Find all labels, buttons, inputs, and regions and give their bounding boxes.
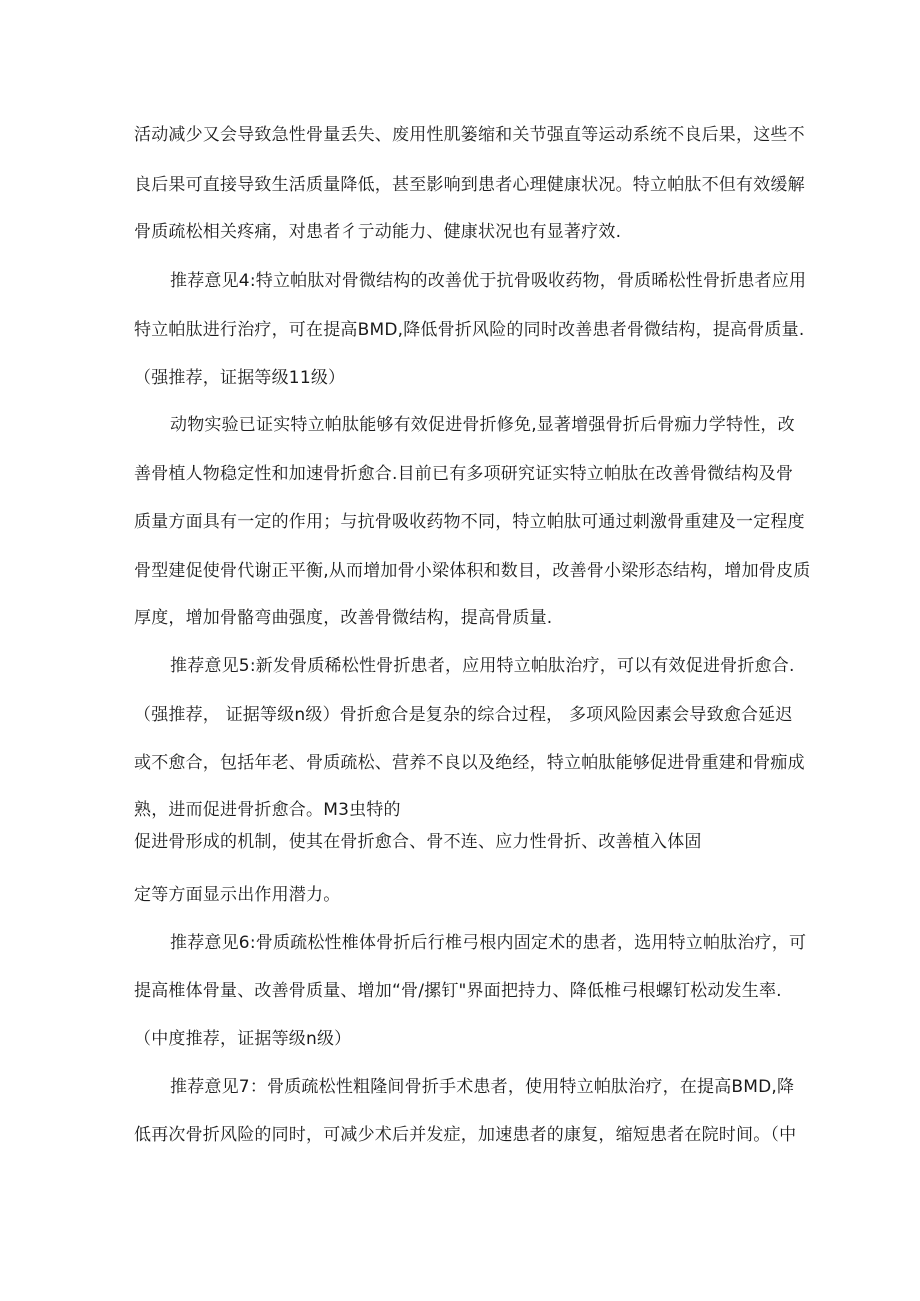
text-line: 提高椎体骨量、改善骨质量、增加“骨/摞钉"界面把持力、降低椎弓根螺钉松动发生率.	[134, 981, 782, 1001]
text-line: 或不愈合，包括年老、骨质疏松、营养不良以及绝经，特立帕肽能够促进骨重建和骨痂成	[134, 753, 805, 773]
text-line: 定等方面显示出作用潜力。	[134, 885, 341, 905]
text-line: （强推荐，证据等级11级）	[134, 368, 346, 388]
text-line: 推荐意见4:特立帕肽对骨微结构的改善优于抗骨吸收药物，骨质晞松性骨折患者应用	[170, 271, 807, 291]
text-line: 熟，进而促进骨折愈合。M3虫特的	[134, 800, 401, 820]
text-line: 活动减少又会导致急性骨量丢失、废用性肌篓缩和关节强直等运动系统不良后果，这些不	[134, 125, 805, 145]
text-line: 促进骨形成的机制，使其在骨折愈合、骨不连、应力性骨折、改善植入体固	[134, 832, 702, 852]
text-line: （强推荐， 证据等级n级）骨折愈合是复杂的综合过程， 多项风险因素会导致愈合延迟	[134, 705, 793, 725]
text-line: 良后果可直接导致生活质量降低，甚至影响到患者心理健康状况。特立帕肽不但有效缓解	[134, 175, 805, 195]
text-line: 质量方面具有一定的作用；与抗骨吸收药物不同，特立帕肽可通过刺激骨重建及一定程度	[134, 512, 805, 532]
text-line: 特立帕肽进行治疗，可在提高BMD,降低骨折风险的同时改善患者骨微结构，提高骨质量.	[134, 320, 805, 340]
text-line: 厚度，增加骨骼弯曲强度，改善骨微结构，提高骨质量.	[134, 608, 553, 628]
text-line: 推荐意见6:骨质疏松性椎体骨折后行椎弓根内固定术的患者，选用特立帕肽治疗，可	[170, 933, 807, 953]
text-line: 推荐意见7：骨质疏松性粗隆间骨折手术患者，使用特立帕肽治疗，在提高BMD,降	[170, 1077, 795, 1097]
text-line: 动物实验已证实特立帕肽能够有效促进骨折修免,显著增强骨折后骨痂力学特性，改	[170, 415, 795, 435]
text-line: 骨质疏松相关疼痛，对患者彳亍动能力、健康状况也有显著疗效.	[134, 222, 622, 242]
text-line: 推荐意见5:新发骨质稀松性骨折患者，应用特立帕肽治疗，可以有效促进骨折愈合.	[170, 656, 795, 676]
text-line: （中度推荐，证据等级n级）	[134, 1029, 352, 1049]
text-line: 低再次骨折风险的同时，可减少术后并发症，加速患者的康复，缩短患者在院时间。（中	[134, 1125, 797, 1145]
text-line: 善骨植人物稳定性和加速骨折愈合.目前已有多项研究证实特立帕肽在改善骨微结构及骨	[134, 464, 794, 484]
text-line: 骨型建促使骨代谢正平衡,从而增加骨小梁体积和数目，改善骨小梁形态结构，增加骨皮质	[134, 561, 811, 581]
